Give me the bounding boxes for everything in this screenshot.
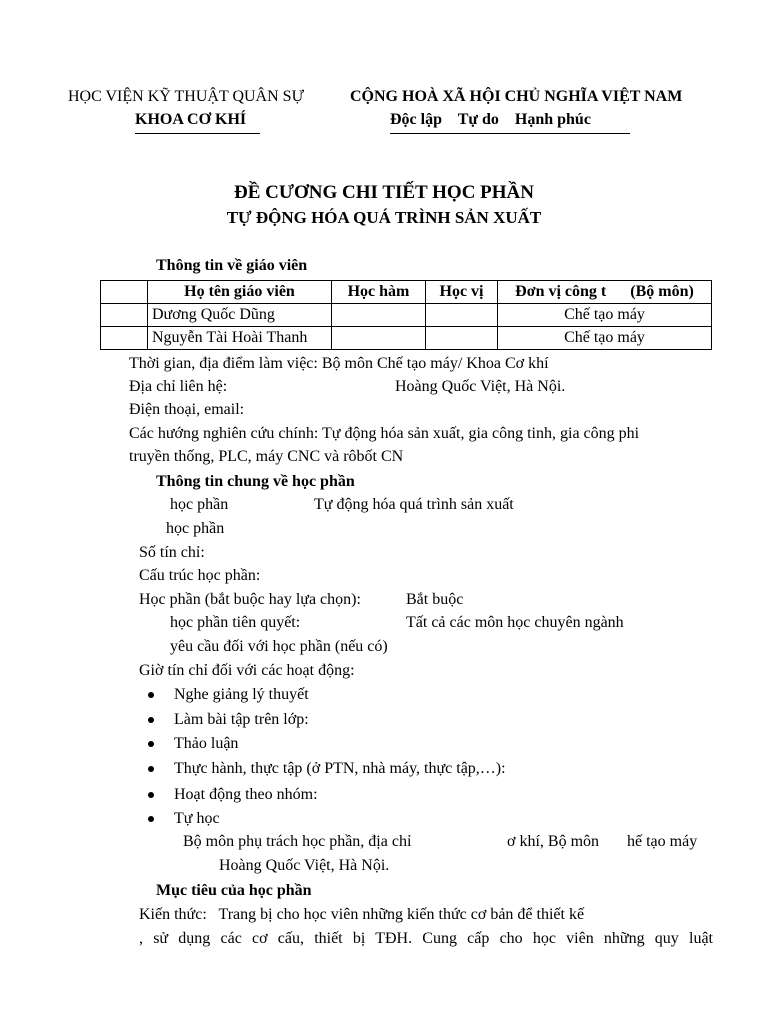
department-address: Hoàng Quốc Việt, Hà Nội. [219,857,390,874]
motto-underline [390,133,630,134]
document-title: ĐỀ CƯƠNG CHI TIẾT HỌC PHẦN [234,182,534,203]
course-type-value: Bắt buộc [406,591,464,608]
list-item: Làm bài tập trên lớp: [174,711,309,728]
prerequisite-label: học phần tiên quyết: [170,614,301,631]
address-value: Hoàng Quốc Việt, Hà Nội. [395,378,566,395]
hours-heading: Giờ tín chỉ đối với các hoạt động: [139,662,355,679]
table-cell: Dương Quốc Dũng [148,304,332,327]
institution-name: HỌC VIỆN KỸ THUẬT QUÂN SỰ [68,88,304,105]
table-header-cell: Họ tên giáo viên [148,281,332,304]
course-name-label: học phần [170,496,229,513]
country-name: CỘNG HOÀ XÃ HỘI CHỦ NGHĨA VIỆT NAM [350,88,683,105]
faculty-underline [135,133,260,134]
department-value-1: ơ khí, Bộ môn [507,833,600,850]
table-header-cell [101,281,148,304]
national-motto: Độc lập Tự do Hạnh phúc [390,111,591,128]
address-label: Địa chỉ liên hệ: [129,378,228,395]
table-cell [426,327,498,350]
department-value-2: hế tạo máy [627,833,698,850]
knowledge-line-2: , sử dụng các cơ cấu, thiết bị TĐH. Cung cấp cho học viên những quy luật [139,930,713,947]
table-cell: Chế tạo máy [498,304,712,327]
research-line-2: truyền thống, PLC, máy CNC và rôbốt CN [129,448,404,465]
table-cell [101,327,148,350]
objectives-heading: Mục tiêu của học phần [156,882,312,899]
bullet-icon [148,717,154,723]
bullet-icon [148,766,154,772]
list-item: Thảo luận [174,735,239,752]
bullet-icon [148,816,154,822]
prerequisite-value: Tất cả các môn học chuyên ngành [406,614,624,631]
course-section-heading: Thông tin chung về học phần [156,473,355,490]
table-header-cell: Học hàm [332,281,426,304]
teacher-table [100,280,712,350]
other-requirements-label: yêu cầu đối với học phần (nếu có) [170,638,388,655]
table-header-cell: Đơn vị công t (Bộ môn) [498,281,712,304]
table-cell [426,304,498,327]
course-title: TỰ ĐỘNG HÓA QUÁ TRÌNH SẢN XUẤT [226,208,542,227]
table-cell [332,304,426,327]
course-name-value: Tự động hóa quá trình sản xuất [314,496,514,513]
table-header-cell: Học vị [426,281,498,304]
table-cell: Nguyễn Tài Hoài Thanh [148,327,332,350]
list-item: Nghe giảng lý thuyết [174,686,309,703]
credits-label: Số tín chỉ: [139,544,205,561]
list-item: Hoạt động theo nhóm: [174,786,318,803]
teacher-section-heading: Thông tin về giáo viên [156,257,308,274]
list-item: Thực hành, thực tập (ở PTN, nhà máy, thực tập,…): [174,760,506,777]
structure-label: Cấu trúc học phần: [139,567,261,584]
department-label: Bộ môn phụ trách học phần, địa chỉ [183,833,412,850]
faculty-name: KHOA CƠ KHÍ [135,111,247,128]
course-type-label: Học phần (bắt buộc hay lựa chọn): [139,591,361,608]
bullet-icon [148,692,154,698]
table-row [101,327,712,350]
phone-email-label: Điện thoại, email: [129,401,245,418]
list-item: Tự học [174,810,220,827]
table-cell [332,327,426,350]
research-line-1: Các hướng nghiên cứu chính: Tự động hóa sản xuất, gia công tinh, gia công phi [129,425,640,442]
course-code-label: học phần [166,520,225,537]
table-header-row [101,281,712,304]
bullet-icon [148,792,154,798]
bullet-icon [148,741,154,747]
table-cell [101,304,148,327]
knowledge-line-1: Kiến thức: Trang bị cho học viên những kiến thức cơ bản để thiết kế [139,906,585,923]
table-row [101,304,712,327]
table-cell: Chế tạo máy [498,327,712,350]
work-time-place: Thời gian, địa điểm làm việc: Bộ môn Chế tạo máy/ Khoa Cơ khí [129,355,549,372]
